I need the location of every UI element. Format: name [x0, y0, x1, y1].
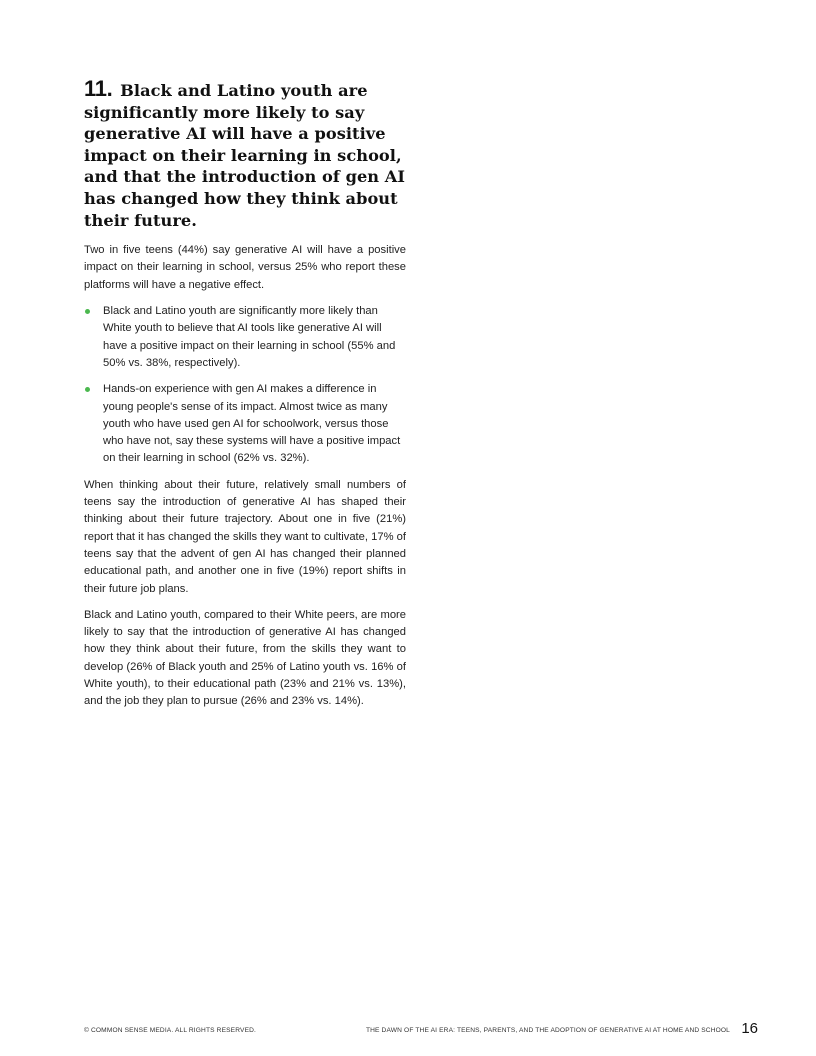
body-paragraph-peers: Black and Latino youth, compared to their White peers, are more likely to say that the introduction of generative AI has changed how they think about their future, from the skills they want to develop (26% of Black youth and 25% of Latino youth vs. 16% of White youth), to their educational path (23% and 21% vs. 13%), and the job they plan to pursue (26% and 23% vs. 14%).	[84, 608, 406, 708]
bullet-list	[84, 303, 406, 468]
page-footer	[84, 1017, 758, 1037]
section-heading	[84, 78, 406, 231]
bullet-dot-icon	[85, 387, 90, 392]
section-number: 11.	[84, 76, 113, 101]
bullet-dot-icon	[85, 309, 90, 314]
main-column	[84, 78, 406, 720]
section-heading-text: Black and Latino youth are significantly more likely to say generative AI will have a positive impact on their learning in school, and that the introduction of gen AI has changed how they think about their future.	[84, 81, 406, 230]
bullet-item	[84, 303, 406, 372]
footer-copyright: © COMMON SENSE MEDIA. ALL RIGHTS RESERVED.	[84, 1027, 257, 1034]
bullet-text: Black and Latino youth are significantly more likely than White youth to believe that AI tools like generative AI will have a positive impact on their learning in school (55% and 50% vs. 38%, respectively).	[103, 305, 396, 369]
footer-report-title: THE DAWN OF THE AI ERA: TEENS, PARENTS, AND THE ADOPTION OF GENERATIVE AI AT HOME AND SCHOOL	[365, 1027, 730, 1034]
body-paragraph-future: When thinking about their future, relatively small numbers of teens say the introduction of generative AI has shaped their thinking about their future trajectory. About one in five (21%) report that it has changed the skills they want to cultivate, 17% of teens say that the advent of gen AI has changed their planned educational path, and another one in five (19%) report shifts in their future job plans.	[84, 478, 406, 595]
bullet-item	[84, 381, 406, 467]
intro-paragraph: Two in five teens (44%) say generative AI will have a positive impact on their learning in school, versus 25% who report these platforms will have a negative effect.	[84, 244, 406, 291]
page-number: 16	[741, 1020, 758, 1037]
bullet-text: Hands-on experience with gen AI makes a difference in young people's sense of its impact. Almost twice as many youth who have used gen AI for schoolwork, versus those who have not, say these systems will have a positive impact on their learning in school (62% vs. 32%).	[103, 383, 401, 465]
